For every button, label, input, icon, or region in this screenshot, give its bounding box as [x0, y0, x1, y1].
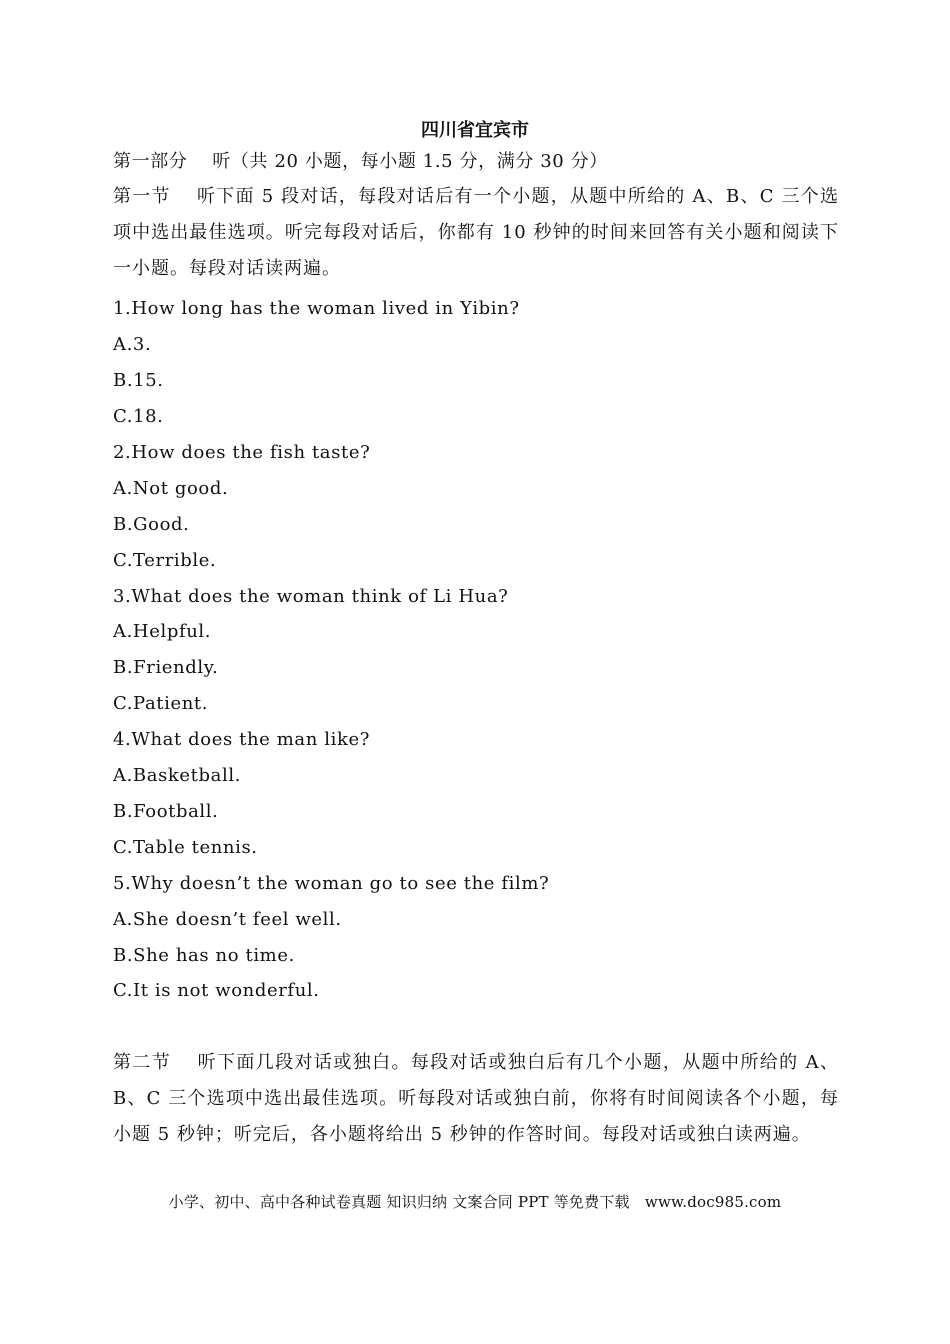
- q5-option-b: B.She has no time.: [113, 945, 295, 966]
- q2-option-c: C.Terrible.: [113, 550, 217, 571]
- question-5: 5.Why doesn’t the woman go to see the film?: [113, 873, 550, 894]
- q4-option-a: A.Basketball.: [113, 765, 241, 786]
- q3-option-c: C.Patient.: [113, 693, 209, 714]
- question-2: 2.How does the fish taste?: [113, 442, 371, 463]
- part1-header: 第一部分 听（共 20 小题，每小题 1.5 分，满分 30 分）: [113, 151, 608, 172]
- q1-option-a: A.3.: [113, 334, 152, 355]
- page-title: 四川省宜宾市: [421, 120, 529, 141]
- q4-option-b: B.Football.: [113, 801, 219, 822]
- q3-option-b: B.Friendly.: [113, 657, 219, 678]
- q3-option-a: A.Helpful.: [113, 621, 212, 642]
- q2-option-b: B.Good.: [113, 514, 190, 535]
- q5-option-c: C.It is not wonderful.: [113, 980, 320, 1001]
- question-3: 3.What does the woman think of Li Hua?: [113, 586, 509, 607]
- q1-option-c: C.18.: [113, 406, 164, 427]
- section2-instructions: 第二节 听下面几段对话或独白。每段对话或独白后有几个小题，从题中所给的 A、B、C 三个选项中选出最佳选项。听每段对话或独白前，你将有时间阅读各个小题，每小题 5 秒钟；听完后，各小题将给出 5 秒钟的作答时间。每段对话或独白读两遍。: [113, 1052, 839, 1145]
- q2-option-a: A.Not good.: [113, 478, 229, 499]
- q1-option-b: B.15.: [113, 370, 164, 391]
- q5-option-a: A.She doesn’t feel well.: [113, 909, 342, 930]
- section1-instructions: 第一节 听下面 5 段对话，每段对话后有一个小题，从题中所给的 A、B、C 三个选项中选出最佳选项。听完每段对话后，你都有 10 秒钟的时间来回答有关小题和阅读下一小题。每段对话读两遍。: [113, 186, 839, 279]
- question-1: 1.How long has the woman lived in Yibin?: [113, 298, 520, 319]
- footer-text: 小学、初中、高中各种试卷真题 知识归纳 文案合同 PPT 等免费下载 www.doc985.com: [168, 1193, 782, 1211]
- question-4: 4.What does the man like?: [113, 729, 370, 750]
- q4-option-c: C.Table tennis.: [113, 837, 258, 858]
